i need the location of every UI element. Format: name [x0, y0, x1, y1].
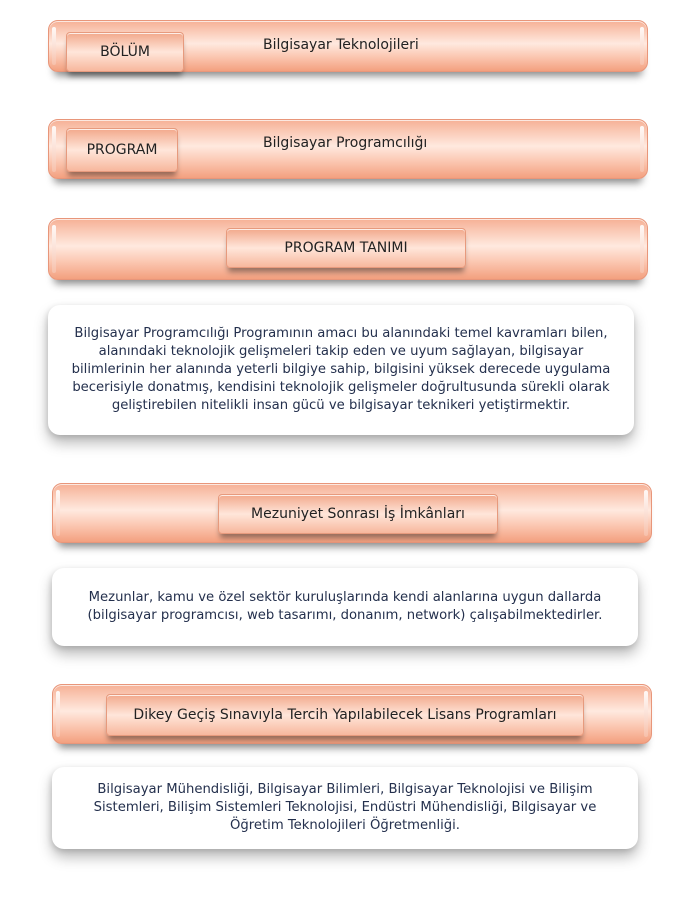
career-text: Mezunlar, kamu ve özel sektör kuruluşlarında kendi alanlarına uygun dallarda (bilgisayar programcısı, web tasarımı, donanım, network) çalışabilmektedirler. — [52, 568, 638, 646]
department-value: Bilgisayar Teknolojileri — [263, 37, 419, 53]
vertical-transfer-title: Dikey Geçiş Sınavıyla Tercih Yapılabilecek Lisans Programları — [106, 694, 584, 736]
vertical-transfer-text: Bilgisayar Mühendisliği, Bilgisayar Bilimleri, Bilgisayar Teknolojisi ve Bilişim Sistemleri, Bilişim Sistemleri Teknolojisi, Endüstri Mühendisliği, Bilgisayar ve Öğretim Teknolojileri Öğretmenliği. — [52, 767, 638, 849]
career-title: Mezuniyet Sonrası İş İmkânları — [218, 494, 498, 534]
department-label: BÖLÜM — [66, 32, 184, 72]
program-value: Bilgisayar Programcılığı — [263, 135, 428, 151]
program-definition-text: Bilgisayar Programcılığı Programının amacı bu alanındaki temel kavramları bilen, alanındaki teknolojik gelişmeleri takip eden ve uyum sağlayan, bilgisayar bilimlerinin her alanında yeterli bilgiye sahip, bilgisini yüksek derecede uygulama becerisiyle donatmış, kendisini teknolojik gelişmeler doğrultusunda sürekli olarak geliştirebilen nitelikli insan gücü ve bilgisayar teknikeri yetiştirmektir. — [48, 305, 634, 435]
program-label: PROGRAM — [66, 128, 178, 172]
program-definition-title: PROGRAM TANIMI — [226, 228, 466, 268]
